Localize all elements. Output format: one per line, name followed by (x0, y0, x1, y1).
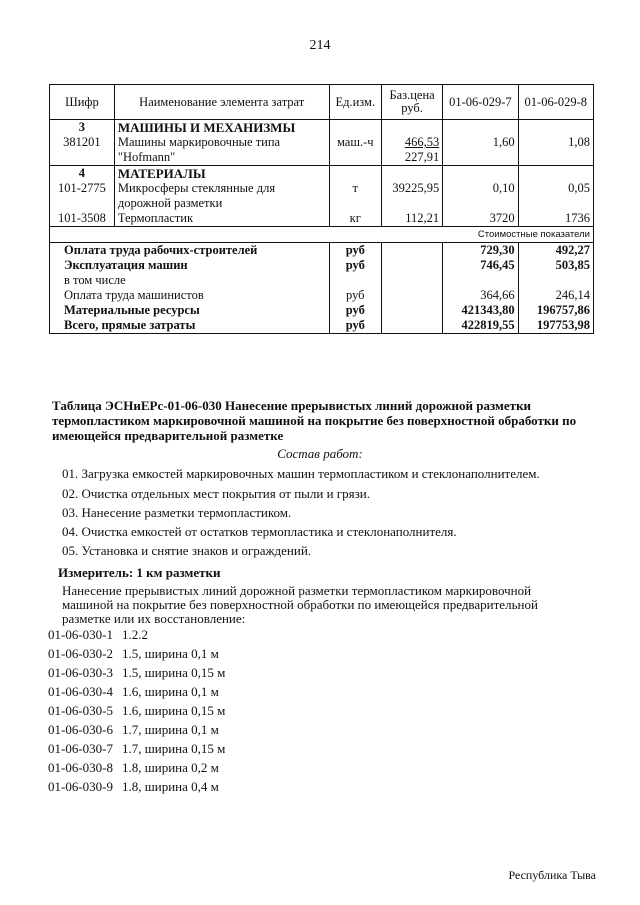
work-step: 01. Загрузка емкостей маркировочных машин термопластиком и стеклонаполнителем. (62, 466, 540, 481)
total-row (50, 273, 594, 288)
variant-text: 1.7, ширина 0,15 м (122, 741, 226, 756)
variant-code: 01-06-030-7 (48, 741, 113, 756)
footer-region: Республика Тыва (508, 868, 596, 882)
total-row (50, 258, 594, 273)
row-price-secondary: 227,91 (404, 150, 440, 164)
col-header-v1: 01-06-029-7 (443, 85, 518, 120)
col-header-code: Шифр (50, 85, 115, 120)
variant-code: 01-06-030-5 (48, 703, 113, 718)
row-code: 381201 (50, 135, 115, 166)
variant-row (48, 646, 219, 662)
total-value-2: 246,14 (518, 288, 593, 303)
cost-indicators-label: Стоимостные показатели (50, 227, 594, 243)
cost-indicators-row (50, 227, 594, 243)
row-value-2: 1736 (518, 211, 593, 227)
row-code: 101-2775 (50, 181, 115, 211)
variant-row (48, 760, 219, 776)
row-name: Микросферы стеклянные для дорожной разметки (114, 181, 329, 211)
work-step: 03. Нанесение разметки термопластиком. (62, 505, 292, 520)
variant-text: 1.8, ширина 0,4 м (122, 779, 219, 794)
work-step: 05. Установка и снятие знаков и ограждений. (62, 543, 312, 558)
total-value-1: 729,30 (443, 243, 518, 259)
work-description: Нанесение прерывистых линий дорожной разметки термопластиком маркировочной машиной на покрытие без поверхностной обработки по имеющейся предварительной разметке или их восстановление: (62, 583, 538, 626)
total-value-2: 503,85 (518, 258, 593, 273)
row-price: 39225,95 (381, 181, 442, 211)
variant-text: 1.2.2 (122, 627, 148, 642)
total-name: Оплата труда машинистов (50, 288, 330, 303)
total-row (50, 243, 594, 259)
table-row (50, 211, 594, 227)
total-value-2: 196757,86 (518, 303, 593, 318)
row-name: Термопластик (114, 211, 329, 227)
table-header-row (50, 85, 594, 120)
variant-row (48, 703, 225, 719)
row-price: 466,53 (404, 135, 440, 149)
total-value-1: 422819,55 (443, 318, 518, 334)
work-step: 04. Очистка емкостей от остатков термопластика и стеклонаполнителя. (62, 524, 457, 539)
total-unit: руб (329, 288, 381, 303)
cost-table (49, 84, 594, 334)
total-name: в том числе (50, 273, 330, 288)
row-unit: т (329, 181, 381, 211)
row-price: 112,21 (381, 211, 442, 227)
row-value-2: 0,05 (518, 181, 593, 211)
variant-code: 01-06-030-1 (48, 627, 113, 642)
section-title: МАТЕРИАЛЫ (114, 166, 329, 182)
variant-text: 1.7, ширина 0,1 м (122, 722, 219, 737)
row-unit: маш.-ч (329, 135, 381, 166)
variant-text: 1.5, ширина 0,15 м (122, 665, 226, 680)
variant-row (48, 741, 225, 757)
section-row (50, 120, 594, 136)
variant-code: 01-06-030-9 (48, 779, 113, 794)
variant-text: 1.8, ширина 0,2 м (122, 760, 219, 775)
section-number: 4 (50, 166, 115, 182)
section-number: 3 (50, 120, 115, 136)
row-code: 101-3508 (50, 211, 115, 227)
col-header-price: Баз.цена руб. (381, 85, 442, 120)
row-value-1: 1,60 (443, 135, 518, 166)
variant-code: 01-06-030-3 (48, 665, 113, 680)
page-number: 214 (309, 38, 331, 53)
col-header-unit: Ед.изм. (329, 85, 381, 120)
section-title: МАШИНЫ И МЕХАНИЗМЫ (114, 120, 329, 136)
variant-row (48, 684, 219, 700)
total-unit: руб (329, 258, 381, 273)
variant-code: 01-06-030-8 (48, 760, 113, 775)
total-value-1: 421343,80 (443, 303, 518, 318)
total-value-2: 492,27 (518, 243, 593, 259)
total-value-1: 746,45 (443, 258, 518, 273)
measurement-unit: Измеритель: 1 км разметки (58, 565, 221, 580)
variant-code: 01-06-030-6 (48, 722, 113, 737)
total-value-2: 197753,98 (518, 318, 593, 334)
total-name: Эксплуатация машин (50, 258, 330, 273)
total-name: Всего, прямые затраты (50, 318, 330, 334)
row-unit: кг (329, 211, 381, 227)
table-row (50, 135, 594, 166)
total-unit: руб (329, 318, 381, 334)
variant-row (48, 779, 219, 795)
total-row (50, 303, 594, 318)
total-unit: руб (329, 303, 381, 318)
variant-row (48, 665, 225, 681)
col-header-name: Наименование элемента затрат (114, 85, 329, 120)
total-row (50, 318, 594, 334)
total-row (50, 288, 594, 303)
variant-row (48, 722, 219, 738)
variant-text: 1.5, ширина 0,1 м (122, 646, 219, 661)
row-value-1: 3720 (443, 211, 518, 227)
total-name: Оплата труда рабочих-строителей (50, 243, 330, 259)
variant-code: 01-06-030-2 (48, 646, 113, 661)
work-composition-label: Состав работ: (277, 446, 363, 461)
row-value-2: 1,08 (518, 135, 593, 166)
total-unit: руб (329, 243, 381, 259)
total-value-1: 364,66 (443, 288, 518, 303)
variant-code: 01-06-030-4 (48, 684, 113, 699)
variant-text: 1.6, ширина 0,15 м (122, 703, 226, 718)
col-header-v2: 01-06-029-8 (518, 85, 593, 120)
row-value-1: 0,10 (443, 181, 518, 211)
section-row (50, 166, 594, 182)
table-row (50, 181, 594, 211)
section-heading: Таблица ЭСНиЕРс-01-06-030 Нанесение прерывистых линий дорожной разметки термопластиком маркировочной машиной на покрытие без поверхностной обработки по имеющейся предварительной разметке (52, 398, 577, 443)
row-name: Машины маркировочные типа "Hofmann" (114, 135, 329, 166)
total-name: Материальные ресурсы (50, 303, 330, 318)
variant-row (48, 627, 148, 643)
work-step: 02. Очистка отдельных мест покрытия от пыли и грязи. (62, 486, 370, 501)
variant-text: 1.6, ширина 0,1 м (122, 684, 219, 699)
